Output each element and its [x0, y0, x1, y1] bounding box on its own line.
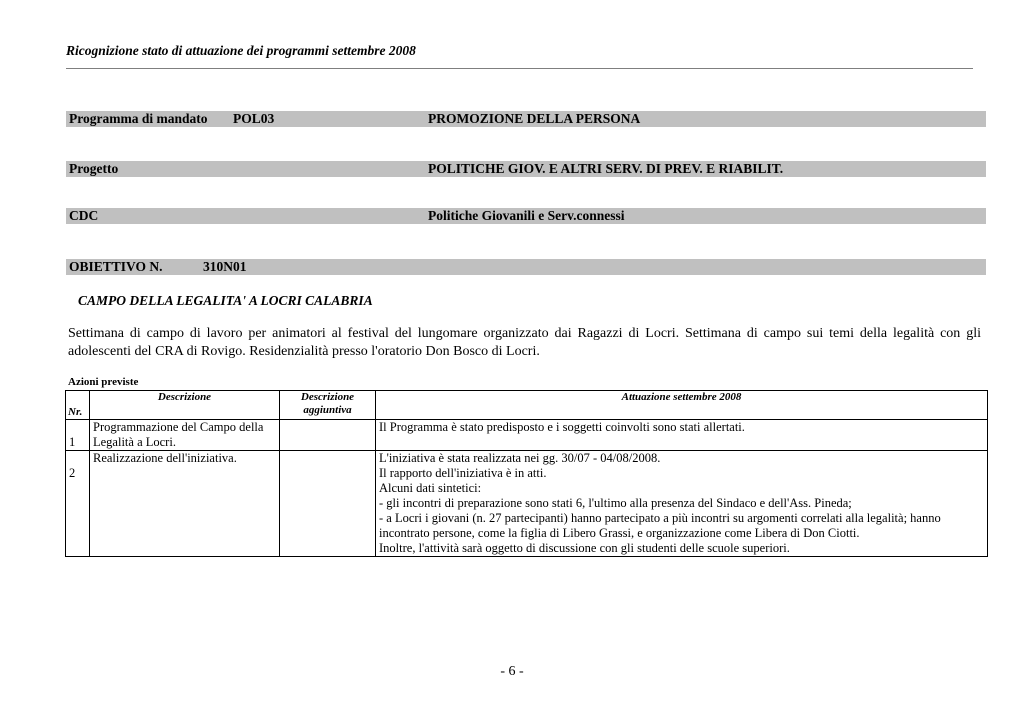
progetto-label: Progetto	[69, 161, 119, 176]
row-descrizione-aggiuntiva	[280, 420, 376, 451]
row-nr: 1	[66, 420, 90, 451]
row-descrizione-aggiuntiva	[280, 451, 376, 557]
header-divider	[66, 68, 973, 69]
row-attuazione: L'iniziativa è stata realizzata nei gg. 30/07 - 04/08/2008. Il rapporto dell'iniziativa è in atti. Alcuni dati sintetici: - gli incontri di preparazione sono stati 6, l'ultimo alla presenza del Sindaco e dell'Ass. Pineda; - a Locri i giovani (n. 27 partecipanti) hanno partecipato a più incontri su argomenti correlati alla legalità; hanno incontrato persone, come la figlia di Libero Grassi, e organizzazione come Libera di Don Ciotti. Inoltre, l'attività sarà oggetto di discussione con gli studenti delle scuole superiori.	[376, 451, 988, 557]
azioni-label: Azioni previste	[68, 376, 139, 388]
progetto-value: POLITICHE GIOV. E ALTRI SERV. DI PREV. E RIABILIT.	[428, 161, 784, 176]
programma-bar	[66, 111, 986, 127]
cdc-bar	[66, 208, 986, 224]
row-nr: 2	[66, 451, 90, 557]
cdc-label: CDC	[69, 208, 99, 223]
progetto-bar	[66, 161, 986, 177]
programma-label: Programma di mandato	[69, 111, 208, 126]
programma-value: PROMOZIONE DELLA PERSONA	[428, 111, 641, 126]
programma-code: POL03	[233, 111, 275, 126]
row-descrizione: Realizzazione dell'iniziativa.	[90, 451, 280, 557]
table-row	[66, 420, 988, 451]
col-header-descrizione: Descrizione	[90, 391, 280, 420]
table-row	[66, 451, 988, 557]
col-header-attuazione: Attuazione settembre 2008	[376, 391, 988, 420]
azioni-table-header-row	[66, 391, 988, 420]
row-descrizione: Programmazione del Campo della Legalità a Locri.	[90, 420, 280, 451]
obiettivo-title: CAMPO DELLA LEGALITA' A LOCRI CALABRIA	[78, 293, 373, 308]
row-attuazione: Il Programma è stato predisposto e i soggetti coinvolti sono stati allertati.	[376, 420, 988, 451]
obiettivo-description: Settimana di campo di lavoro per animatori al festival del lungomare organizzato dai Ragazzi di Locri. Settimana di campo sui temi della legalità con gli adolescenti del CRA di Rovigo. Residenzialità presso l'oratorio Don Bosco di Locri.	[68, 326, 981, 359]
azioni-table	[65, 390, 988, 557]
col-header-nr: Nr.	[66, 391, 90, 420]
page-number: - 6 -	[500, 664, 524, 679]
obiettivo-code: 310N01	[203, 259, 247, 274]
obiettivo-bar	[66, 259, 986, 275]
obiettivo-label: OBIETTIVO N.	[69, 259, 163, 274]
col-header-descrizione-aggiuntiva: Descrizione aggiuntiva	[280, 391, 376, 420]
cdc-value: Politiche Giovanili e Serv.connessi	[428, 208, 625, 223]
document-header-title: Ricognizione stato di attuazione dei programmi settembre 2008	[66, 43, 416, 58]
